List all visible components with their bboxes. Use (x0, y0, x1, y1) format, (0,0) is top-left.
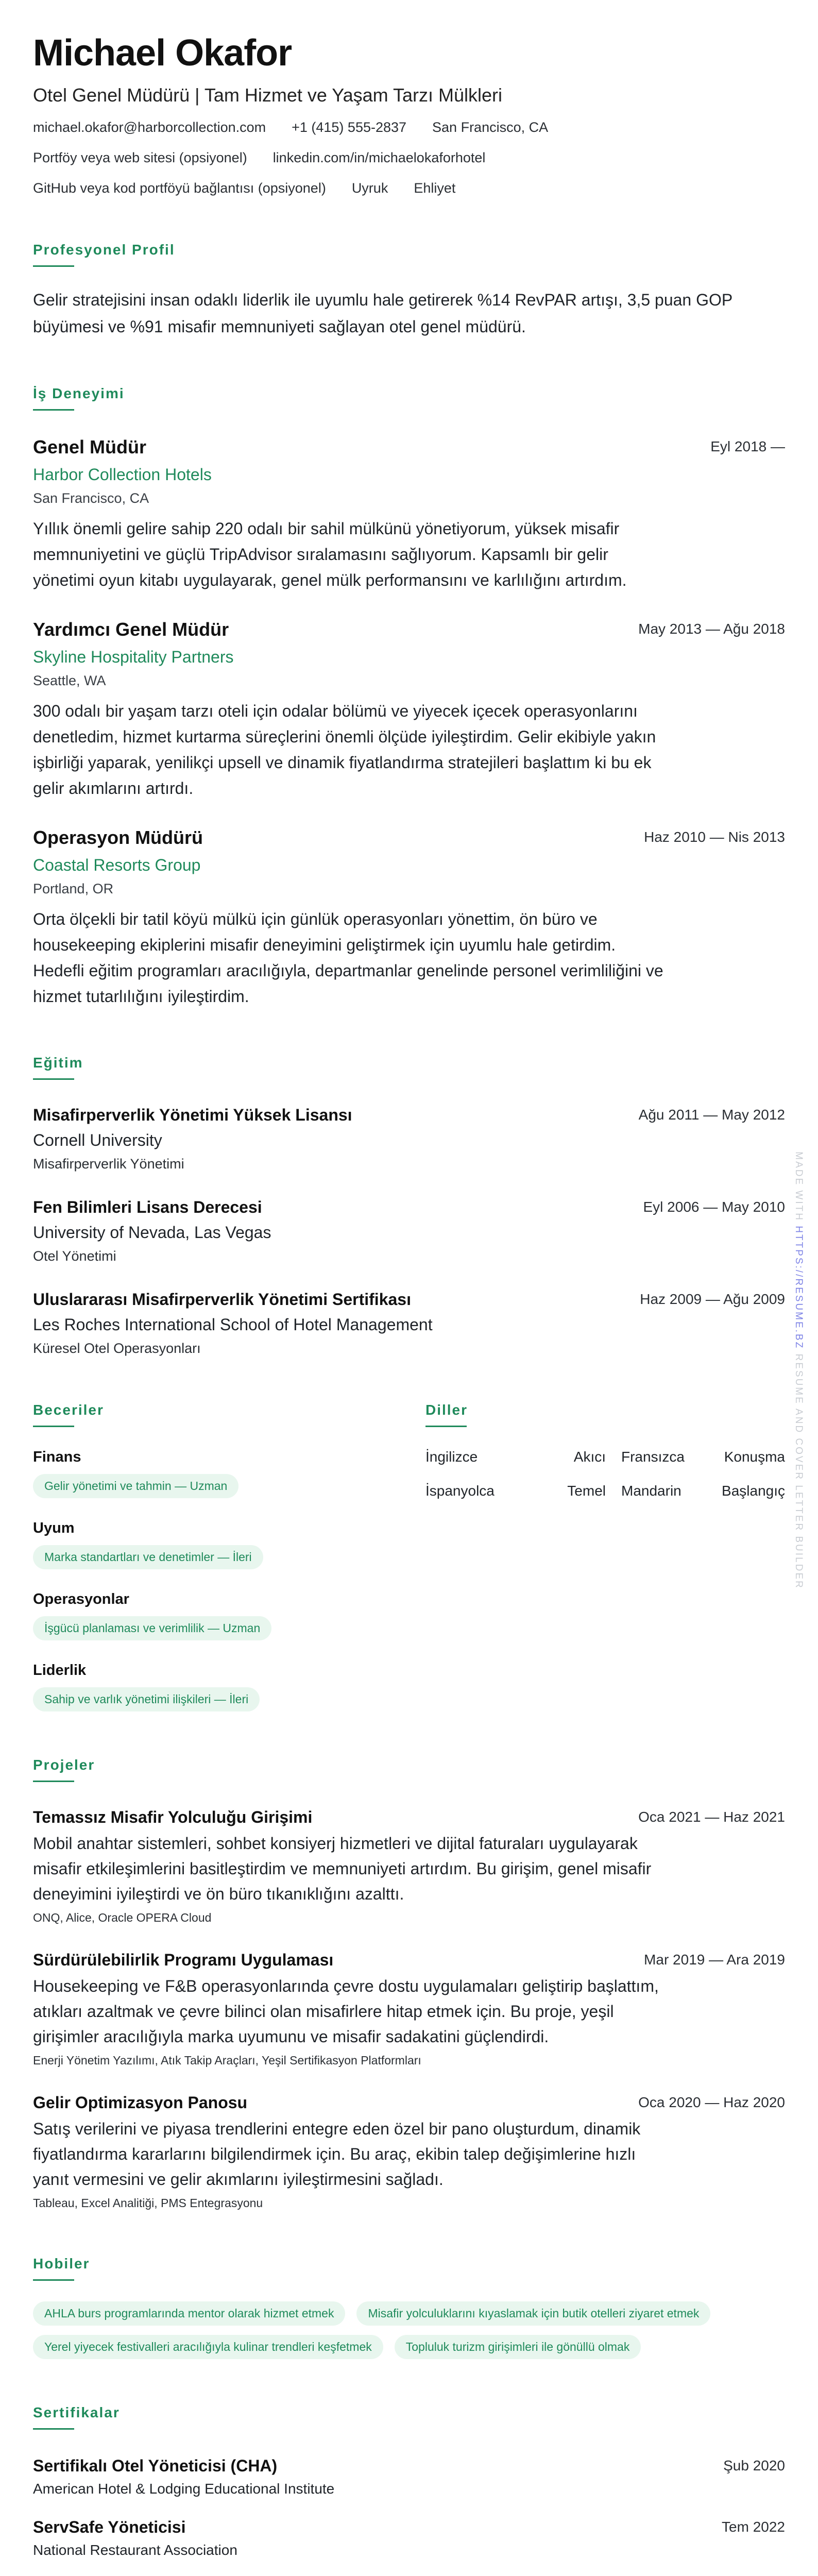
language-level: Akıcı (573, 1449, 606, 1465)
section-title-profile: Profesyonel Profil (33, 242, 175, 258)
project-description: Mobil anahtar sistemleri, sohbet konsiyerj hizmetleri ve dijital faturaları uygulayarak misafir etkileşimlerini basitleştirdim ve memnuniyeti artırdım. Bu girişim, genel misafir deneyimini iyileştirdi ve ön büro tıkanıklığını azalttı. (33, 1834, 652, 1903)
resume-page (33, 31, 785, 2558)
hobby-chip: Misafir yolculuklarını kıyaslamak için butik otelleri ziyaret etmek (356, 2301, 710, 2326)
contact-phone[interactable]: +1 (415) 555-2837 (292, 120, 407, 135)
job-title: Yardımcı Genel Müdür (33, 619, 229, 640)
skills-languages-row (33, 1402, 785, 1711)
hobbies-section (33, 2256, 785, 2359)
project-entry (33, 2093, 785, 2210)
language-name: İspanyolca (425, 1483, 495, 1499)
education-school: Les Roches International School of Hotel Management (33, 1315, 433, 1334)
job-date: Eyl 2018 — (710, 438, 785, 454)
section-divider (425, 1426, 467, 1427)
job-company: Harbor Collection Hotels (33, 465, 212, 484)
section-title-projects: Projeler (33, 1757, 95, 1773)
education-degree: Misafirperverlik Yönetimi Yüksek Lisansı (33, 1106, 352, 1124)
project-date: Mar 2019 — Ara 2019 (644, 1952, 785, 1968)
education-field: Otel Yönetimi (33, 1248, 116, 1264)
contact-github[interactable]: GitHub veya kod portföyü bağlantısı (opsiyonel) (33, 180, 326, 196)
project-technologies: Enerji Yönetim Yazılımı, Atık Takip Araçları, Yeşil Sertifikasyon Platformları (33, 2054, 421, 2067)
section-title-hobbies: Hobiler (33, 2256, 90, 2272)
job-location: San Francisco, CA (33, 490, 149, 506)
section-divider (33, 265, 74, 267)
education-degree: Fen Bilimleri Lisans Derecesi (33, 1198, 262, 1216)
education-degree: Uluslararası Misafirperverlik Yönetimi Sertifikası (33, 1290, 411, 1309)
languages-grid (425, 1449, 785, 1499)
certification-date: Tem 2022 (722, 2519, 785, 2535)
project-description: Satış verilerini ve piyasa trendlerini entegre eden özel bir pano oluşturdum, dinamik fiyatlandırma kararlarını bilgilendirmek için. Bu araç, ekibin talep değişimlerine hızlı yanıt vermesini ve gelir akımlarını iyileştirmesini sağladı. (33, 2120, 641, 2189)
certification-entry (33, 2456, 785, 2497)
contact-license: Ehliyet (414, 180, 456, 196)
contact-row-2 (33, 150, 785, 166)
language-level: Başlangıç (722, 1483, 785, 1499)
hobby-chip: AHLA burs programlarında mentor olarak hizmet etmek (33, 2301, 345, 2326)
education-school: Cornell University (33, 1131, 162, 1149)
certification-entry (33, 2518, 785, 2558)
candidate-name: Michael Okafor (33, 32, 292, 74)
job-title: Operasyon Müdürü (33, 827, 203, 848)
section-title-experience: İş Deneyimi (33, 385, 125, 401)
language-name: İngilizce (425, 1449, 478, 1465)
skill-chip: İşgücü planlaması ve verimlilik — Uzman (33, 1616, 271, 1640)
project-date: Oca 2021 — Haz 2021 (638, 1809, 785, 1825)
skill-chip: Marka standartları ve denetimler — İleri (33, 1545, 263, 1569)
contact-email[interactable]: michael.okafor@harborcollection.com (33, 120, 266, 135)
contact-row-3 (33, 180, 785, 196)
contact-website[interactable]: Portföy veya web sitesi (opsiyonel) (33, 150, 247, 165)
section-divider (33, 2279, 74, 2281)
project-technologies: ONQ, Alice, Oracle OPERA Cloud (33, 1911, 212, 1924)
contact-row-1 (33, 120, 785, 135)
education-date: Eyl 2006 — May 2010 (643, 1199, 785, 1215)
job-date: May 2013 — Ağu 2018 (638, 621, 785, 637)
certification-name: Sertifikalı Otel Yöneticisi (CHA) (33, 2456, 278, 2475)
project-entry (33, 1808, 785, 1925)
candidate-headline: Otel Genel Müdürü | Tam Hizmet ve Yaşam Tarzı Mülkleri (33, 84, 503, 106)
section-title-languages: Diller (425, 1402, 468, 1418)
job-entry (33, 619, 785, 801)
section-divider (33, 1426, 74, 1427)
skill-category: Liderlik (33, 1662, 87, 1679)
job-location: Portland, OR (33, 881, 114, 896)
job-company: Coastal Resorts Group (33, 856, 201, 874)
hobby-chip: Topluluk turizm girişimleri ile gönüllü olmak (395, 2335, 641, 2359)
watermark-prefix: MADE WITH (793, 1151, 804, 1222)
project-title: Gelir Optimizasyon Panosu (33, 2093, 248, 2112)
education-date: Ağu 2011 — May 2012 (638, 1107, 785, 1123)
job-company: Skyline Hospitality Partners (33, 648, 234, 666)
section-divider (33, 2428, 74, 2430)
watermark-link[interactable]: HTTPS://RESUME.BZ (793, 1226, 804, 1350)
project-entry (33, 1951, 785, 2067)
section-title-education: Eğitim (33, 1055, 83, 1071)
profile-section (33, 242, 785, 340)
language-name: Fransızca (621, 1449, 685, 1465)
education-entry (33, 1106, 785, 1172)
job-location: Seattle, WA (33, 673, 106, 688)
hobby-chips (33, 2301, 785, 2359)
languages-section (425, 1402, 785, 1711)
contact-linkedin[interactable]: linkedin.com/in/michaelokaforhotel (272, 150, 486, 165)
language-name: Mandarin (621, 1483, 681, 1499)
experience-section (33, 385, 785, 1009)
skill-category: Operasyonlar (33, 1591, 129, 1607)
skills-section (33, 1402, 425, 1711)
certification-issuer: National Restaurant Association (33, 2542, 237, 2558)
certifications-section (33, 2404, 785, 2558)
job-entry (33, 827, 785, 1009)
project-title: Sürdürülebilirlik Programı Uygulaması (33, 1951, 334, 1969)
section-title-skills: Beceriler (33, 1402, 104, 1418)
education-field: Misafirperverlik Yönetimi (33, 1156, 184, 1172)
education-date: Haz 2009 — Ağu 2009 (640, 1291, 785, 1307)
job-description: 300 odalı bir yaşam tarzı oteli için odalar bölümü ve yiyecek içecek operasyonlarını denetledim, hizmet kurtarma süreçlerini önemli ölçüde iyileştirdim. Gelir ekibiyle yakın işbirliği yaparak, yenilikçi upsell ve dinamik fiyatlandırma stratejileri başlattım ki bu ek gelir akımlarını artırdı. (33, 702, 656, 798)
watermark-suffix: RESUME AND COVER LETTER BUILDER (793, 1353, 804, 1589)
section-title-certifications: Sertifikalar (33, 2404, 120, 2420)
language-level: Temel (567, 1483, 606, 1499)
education-section (33, 1055, 785, 1357)
education-school: University of Nevada, Las Vegas (33, 1223, 271, 1242)
job-description: Yıllık önemli gelire sahip 220 odalı bir sahil mülkünü yönetiyorum, yüksek misafir memnuniyetini ve güçlü TripAdvisor sıralamasını sağlıyorum. Kapsamlı bir gelir yönetimi oyun kitabı uygulayarak, genel mülk performansını ve karlılığını artırdım. (33, 519, 627, 589)
job-title: Genel Müdür (33, 436, 147, 457)
certification-issuer: American Hotel & Lodging Educational Institute (33, 2481, 335, 2497)
project-technologies: Tableau, Excel Analitiği, PMS Entegrasyonu (33, 2196, 263, 2210)
language-level: Konuşma (724, 1449, 785, 1465)
skill-chip: Sahip ve varlık yönetimi ilişkileri — İleri (33, 1687, 260, 1711)
hobby-chip: Yerel yiyecek festivalleri aracılığıyla kulinar trendleri keşfetmek (33, 2335, 383, 2359)
project-title: Temassız Misafir Yolculuğu Girişimi (33, 1808, 313, 1826)
skill-category: Uyum (33, 1520, 75, 1536)
profile-summary: Gelir stratejisini insan odaklı liderlik ile uyumlu hale getirerek %14 RevPAR artışı, 3,5 puan GOP büyümesi ve %91 misafir memnuniyeti sağlayan otel genel müdürü. (33, 291, 732, 336)
project-date: Oca 2020 — Haz 2020 (638, 2094, 785, 2110)
contact-location: San Francisco, CA (432, 120, 549, 135)
education-entry (33, 1198, 785, 1264)
section-divider (33, 1781, 74, 1782)
skill-chip: Gelir yönetimi ve tahmin — Uzman (33, 1474, 238, 1498)
job-date: Haz 2010 — Nis 2013 (644, 829, 785, 845)
section-divider (33, 409, 74, 411)
job-entry (33, 436, 785, 593)
contact-nationality: Uyruk (351, 180, 388, 196)
builder-watermark (793, 1151, 804, 1589)
projects-section (33, 1757, 785, 2210)
project-description: Housekeeping ve F&B operasyonlarında çevre dostu uygulamaları geliştirip başlattım, atıkları azaltmak ve çevre bilinci olan misafirlere hitap etmek için. Bu proje, yeşil girişimler aracılığıyla marka uyumunu ve misafir sadakatini güçlendirdi. (33, 1977, 659, 2046)
education-entry (33, 1290, 785, 1357)
certification-name: ServSafe Yöneticisi (33, 2518, 186, 2536)
skill-category: Finans (33, 1449, 81, 1465)
job-description: Orta ölçekli bir tatil köyü mülkü için günlük operasyonları yönettim, ön büro ve housekeeping ekiplerini misafir deneyimini geliştirmek için uyumlu hale getirdim. Hedefli eğitim programları aracılığıyla, departmanlar genelinde personel verimliliğini ve hizmet tutarlılığını iyileştirdim. (33, 910, 663, 1006)
certification-date: Şub 2020 (723, 2458, 785, 2473)
education-field: Küresel Otel Operasyonları (33, 1341, 201, 1356)
section-divider (33, 1078, 74, 1080)
